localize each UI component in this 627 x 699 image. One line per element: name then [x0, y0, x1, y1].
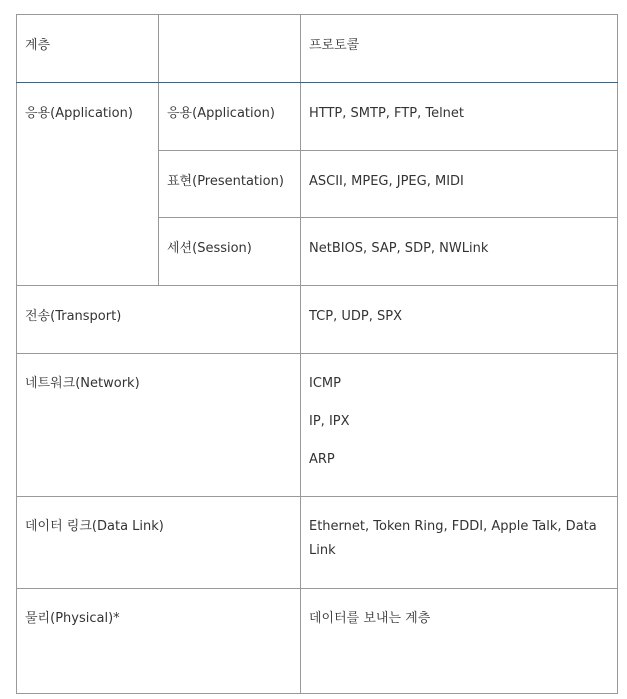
- protocols-network: [301, 354, 618, 497]
- protocols-session: NetBIOS, SAP, SDP, NWLink: [301, 218, 618, 286]
- protocols-presentation: ASCII, MPEG, JPEG, MIDI: [301, 151, 618, 218]
- protocols-application: HTTP, SMTP, FTP, Telnet: [301, 83, 618, 151]
- protocol-icmp: ICMP: [309, 376, 341, 391]
- protocol-ip-ipx: IP, IPX: [309, 414, 350, 429]
- osi-protocol-table: [16, 14, 618, 694]
- table-row-physical: [17, 589, 618, 694]
- sublayer-presentation: 표현(Presentation): [159, 151, 301, 218]
- protocols-transport: TCP, UDP, SPX: [301, 286, 618, 354]
- table-row-network: [17, 354, 618, 497]
- table-row-application: [17, 83, 618, 151]
- sublayer-application: 응용(Application): [159, 83, 301, 151]
- layer-datalink: 데이터 링크(Data Link): [17, 497, 301, 589]
- sublayer-session: 세션(Session): [159, 218, 301, 286]
- table-header-row: [17, 15, 618, 83]
- protocols-physical: 데이터를 보내는 계층: [301, 589, 618, 694]
- header-sublayer: [159, 15, 301, 83]
- header-layer: 계층: [17, 15, 159, 83]
- header-protocol: 프로토콜: [301, 15, 618, 83]
- protocols-datalink: Ethernet, Token Ring, FDDI, Apple Talk, Data Link: [301, 497, 618, 589]
- protocol-arp: ARP: [309, 452, 335, 467]
- layer-network: 네트워크(Network): [17, 354, 301, 497]
- layer-application: 응용(Application): [17, 83, 159, 286]
- table-row-datalink: [17, 497, 618, 589]
- layer-physical: 물리(Physical)*: [17, 589, 301, 694]
- table-row-transport: [17, 286, 618, 354]
- layer-transport: 전송(Transport): [17, 286, 301, 354]
